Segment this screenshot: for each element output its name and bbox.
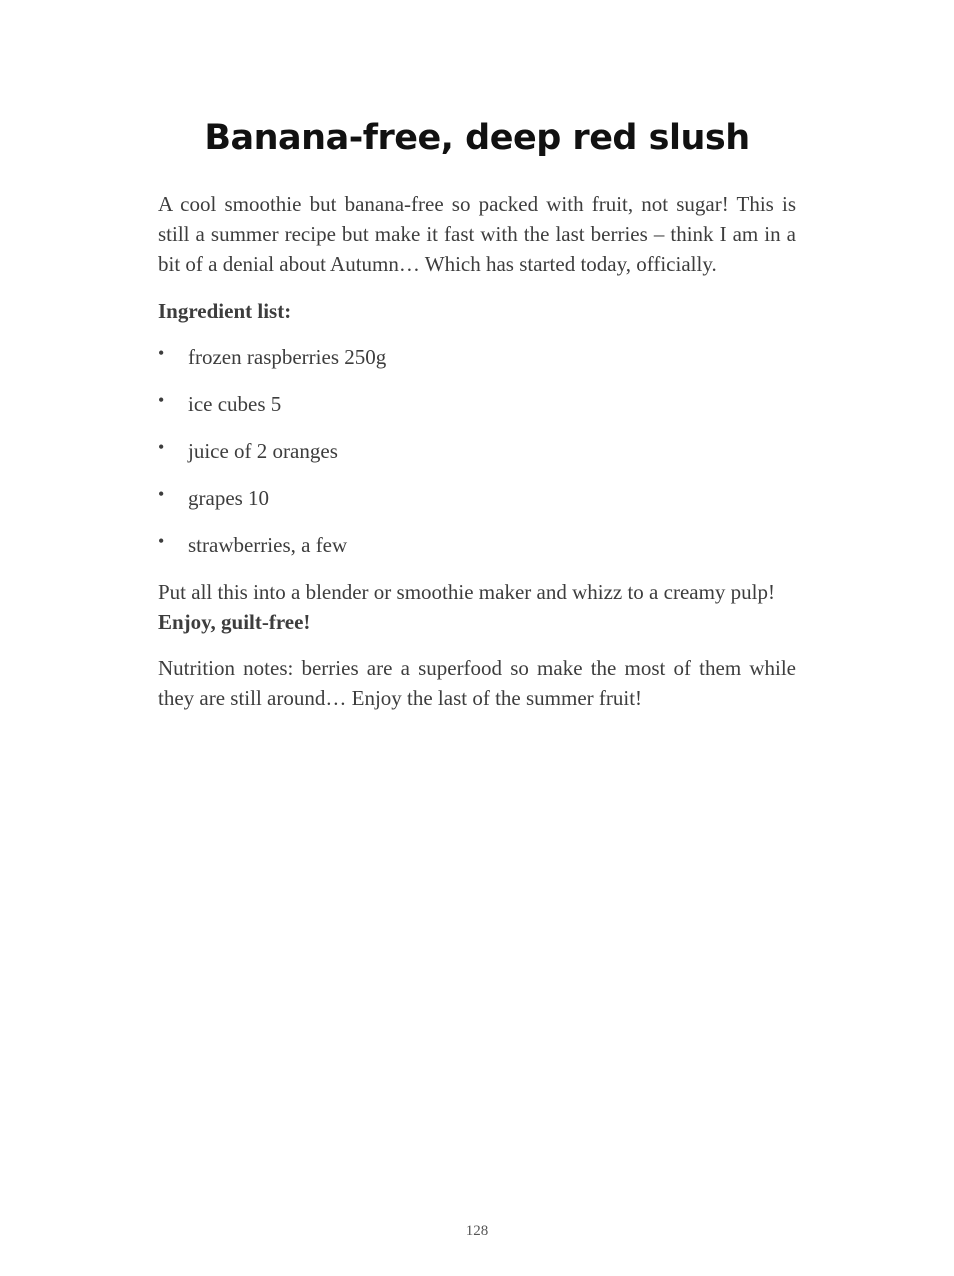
page-title: Banana-free, deep red slush	[204, 118, 750, 158]
recipe-body	[158, 189, 796, 713]
intro-paragraph: A cool smoothie but banana-free so packed with fruit, not sugar! This is still a summer recipe but make it fast with the last berries – think I am in a bit of a denial about Autumn… Which has started today, officially.	[158, 192, 796, 276]
bullet-icon: •	[158, 484, 165, 504]
ingredient-text: ice cubes 5	[188, 392, 282, 416]
list-item	[158, 436, 796, 466]
ingredient-text: strawberries, a few	[188, 533, 348, 557]
enjoy-line: Enjoy, guilt-free!	[158, 610, 311, 634]
list-item	[158, 342, 796, 372]
ingredient-text: frozen raspberries 250g	[188, 345, 387, 369]
page-number: 128	[465, 1223, 489, 1239]
ingredient-text: grapes 10	[188, 486, 270, 510]
list-item	[158, 483, 796, 513]
list-item	[158, 530, 796, 560]
method-paragraph: Put all this into a blender or smoothie maker and whizz to a creamy pulp!	[158, 580, 775, 604]
bullet-icon: •	[158, 390, 165, 410]
ingredient-list	[158, 342, 796, 560]
bullet-icon: •	[158, 437, 165, 457]
bullet-icon: •	[158, 343, 165, 363]
list-item	[158, 389, 796, 419]
bullet-icon: •	[158, 531, 165, 551]
nutrition-notes: Nutrition notes: berries are a superfood so make the most of them while they are still around… Enjoy the last of the summer fruit!	[158, 656, 796, 710]
ingredient-text: juice of 2 oranges	[188, 439, 338, 463]
ingredients-heading: Ingredient list:	[158, 299, 292, 323]
